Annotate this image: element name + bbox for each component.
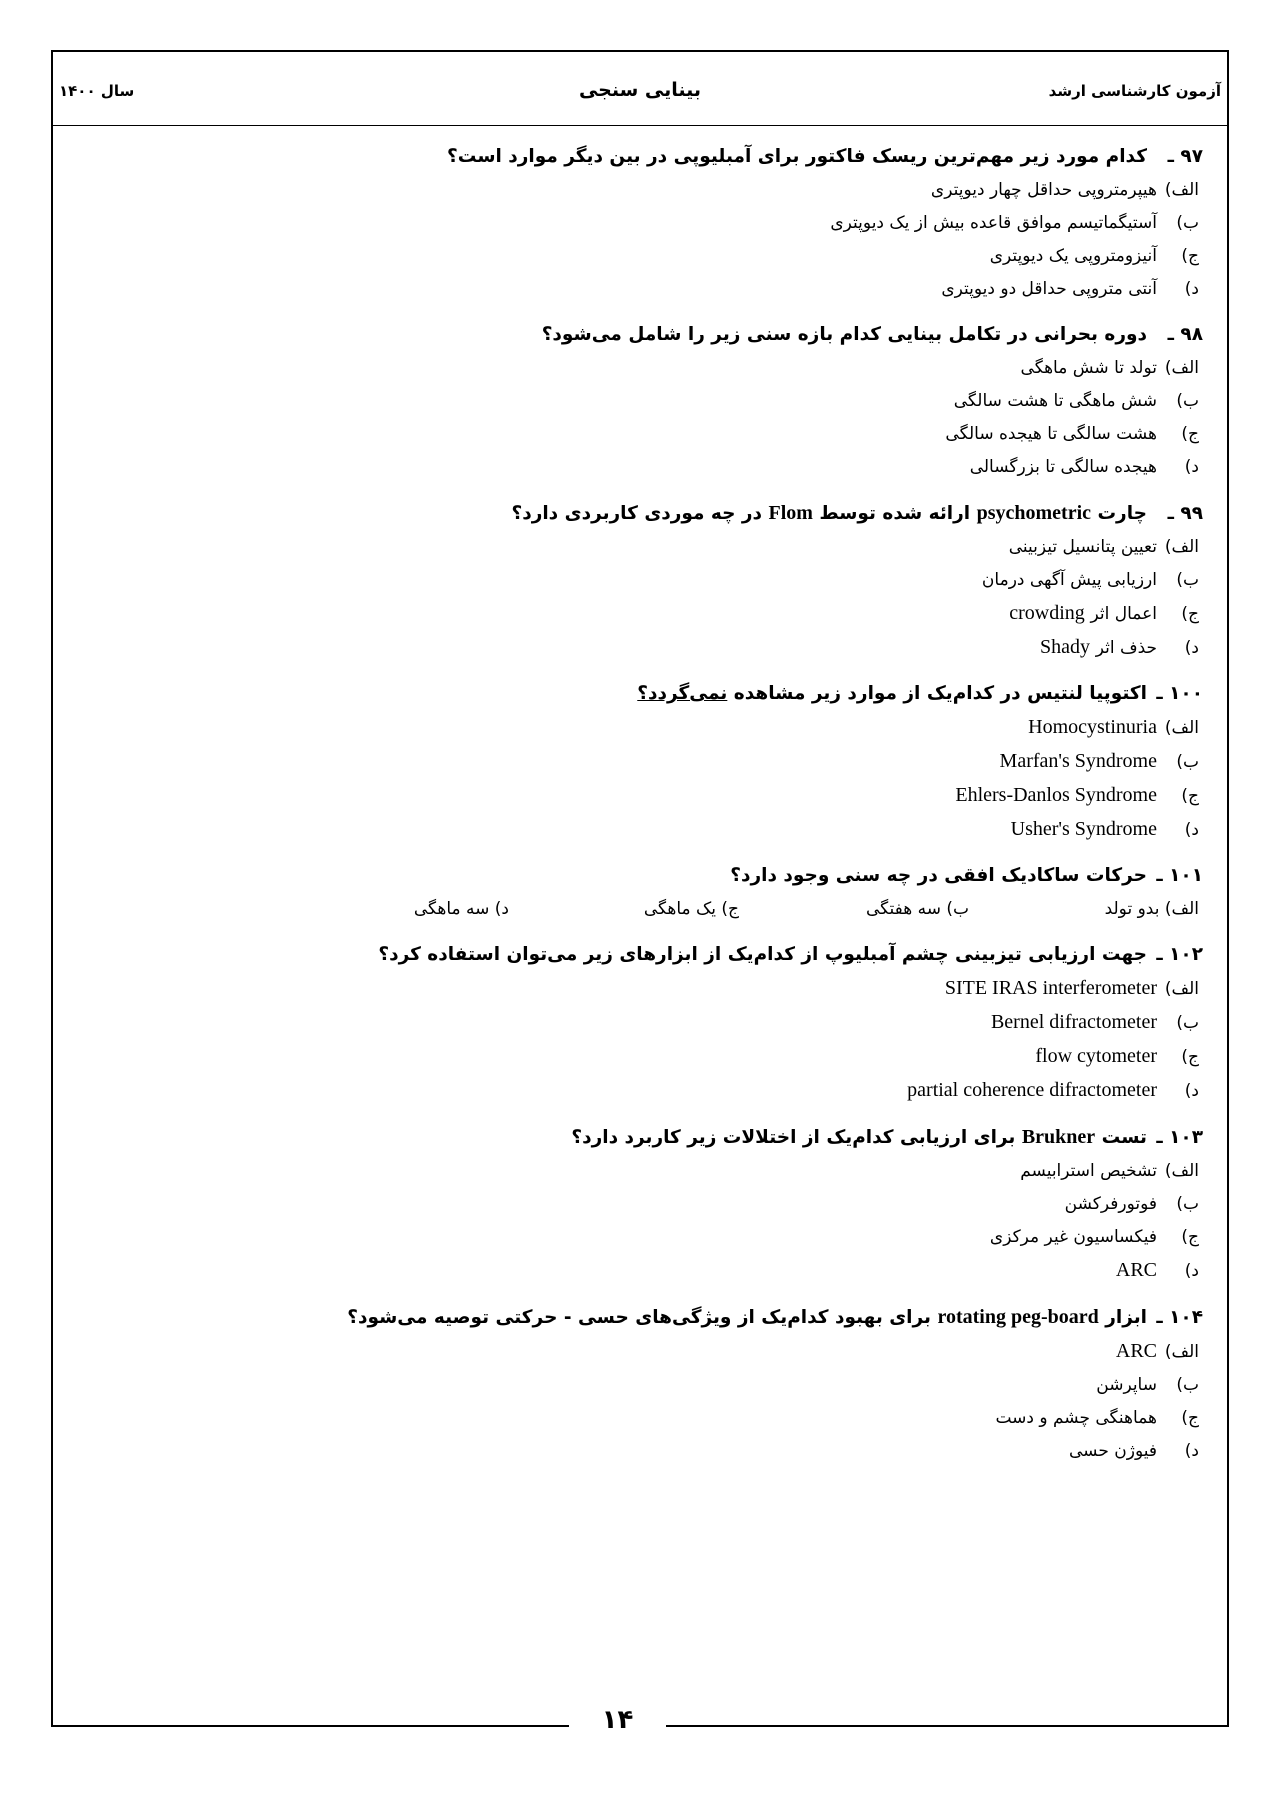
option-term: Ehlers-Danlos Syndrome bbox=[955, 784, 1157, 806]
option-term: Marfan's Syndrome bbox=[999, 750, 1157, 772]
question-104 bbox=[70, 1300, 1203, 1468]
option-text: فیکساسیون غیر مرکزی bbox=[989, 1227, 1157, 1247]
option-text: شش ماهگی تا هشت سالگی bbox=[953, 391, 1157, 411]
question-text-part: اکتوپیا لنتیس در کدام‌یک از موارد زیر مشاهده bbox=[733, 683, 1147, 704]
question-term: rotating peg-board bbox=[937, 1306, 1099, 1328]
question-number: ۱۰۱ ـ bbox=[1156, 865, 1203, 886]
option-text: ساپرشن bbox=[1096, 1375, 1157, 1395]
question-97 bbox=[70, 140, 1203, 306]
question-number: ۱۰۴ ـ bbox=[1156, 1307, 1203, 1328]
footer-rule-left bbox=[51, 1725, 569, 1727]
question-term: psychometric bbox=[976, 502, 1092, 524]
option-text: هیپرمتروپی حداقل چهار دیوپتری bbox=[930, 180, 1157, 200]
question-100 bbox=[70, 677, 1203, 847]
option-text: فیوژن حسی bbox=[1069, 1441, 1157, 1461]
question-102 bbox=[70, 938, 1203, 1108]
option-b bbox=[70, 564, 1203, 597]
option-a bbox=[70, 352, 1203, 385]
question-text bbox=[70, 677, 1147, 711]
footer-rule-right bbox=[666, 1725, 1229, 1727]
option-text: هشت سالگی تا هیجده سالگی bbox=[945, 424, 1157, 444]
option-mark: ب) bbox=[1176, 570, 1199, 590]
option-mark: الف) bbox=[1164, 180, 1199, 200]
option-mark: الف) bbox=[1164, 358, 1199, 378]
exam-year: سال ۱۴۰۰ bbox=[59, 82, 135, 100]
option-text: سه ماهگی bbox=[413, 899, 490, 919]
option-text: آستیگماتیسم موافق قاعده بیش از یک دیوپتری bbox=[830, 213, 1157, 233]
option-mark: ج) bbox=[1181, 246, 1199, 266]
option-mark: د) bbox=[1184, 1261, 1199, 1281]
option-c bbox=[70, 240, 1203, 273]
option-mark: ج) bbox=[1181, 1227, 1199, 1247]
option-text: هماهنگی چشم و دست bbox=[995, 1408, 1157, 1428]
question-text-part: برای ارزیابی کدام‌یک از اختلالات زیر کاربرد دارد؟ bbox=[571, 1127, 1016, 1148]
question-number: ۱۰۰ ـ bbox=[1156, 683, 1203, 704]
option-b bbox=[70, 207, 1203, 240]
option-mark: الف) bbox=[1164, 1161, 1199, 1181]
option-d bbox=[279, 893, 509, 926]
option-mark: الف) bbox=[1164, 537, 1199, 557]
option-mark: ب) bbox=[1176, 391, 1199, 411]
option-mark: ج) bbox=[1181, 786, 1199, 806]
option-term: crowding bbox=[1009, 602, 1085, 624]
question-text: جهت ارزیابی تیزبینی چشم آمبلیوپ از کدام‌یک از ابزارهای زیر می‌توان استفاده کرد؟ bbox=[378, 944, 1147, 965]
option-d bbox=[70, 631, 1203, 665]
option-d bbox=[70, 813, 1203, 847]
option-mark: ج) bbox=[1181, 1408, 1199, 1428]
question-text bbox=[70, 1120, 1147, 1155]
option-b bbox=[70, 745, 1203, 779]
option-c bbox=[70, 418, 1203, 451]
option-c bbox=[70, 1402, 1203, 1435]
question-text: دوره بحرانی در تکامل بینایی کدام بازه سنی زیر را شامل می‌شود؟ bbox=[541, 324, 1147, 345]
option-c bbox=[70, 1040, 1203, 1074]
question-text-part: تست bbox=[1101, 1127, 1147, 1148]
question-emphasis: نمی‌گردد؟ bbox=[637, 683, 728, 704]
page-number: ۱۴ bbox=[601, 1705, 634, 1735]
option-term: ARC bbox=[1115, 1340, 1157, 1362]
question-number: ۱۰۳ ـ bbox=[1156, 1127, 1203, 1148]
option-b bbox=[739, 893, 969, 926]
question-number: ۹۸ ـ bbox=[1167, 324, 1203, 345]
option-term: Bernel difractometer bbox=[990, 1011, 1157, 1033]
option-text: هیجده سالگی تا بزرگسالی bbox=[969, 457, 1157, 477]
option-d bbox=[70, 273, 1203, 306]
option-mark: د) bbox=[1184, 457, 1199, 477]
question-number: ۹۹ ـ bbox=[1167, 503, 1203, 524]
option-a bbox=[70, 1155, 1203, 1188]
option-text: تولد تا شش ماهگی bbox=[1020, 358, 1157, 378]
option-text: ارزیابی پیش آگهی درمان bbox=[981, 570, 1157, 590]
option-d bbox=[70, 1435, 1203, 1468]
option-mark: ب) bbox=[1176, 752, 1199, 772]
option-text: آنیزومتروپی یک دیوپتری bbox=[989, 246, 1157, 266]
question-101 bbox=[70, 859, 1203, 926]
option-term: partial coherence difractometer bbox=[907, 1079, 1157, 1101]
option-b bbox=[70, 1006, 1203, 1040]
option-term: Usher's Syndrome bbox=[1010, 818, 1157, 840]
option-term: Homocystinuria bbox=[1028, 716, 1157, 738]
question-term: Flom bbox=[768, 502, 813, 524]
option-mark: د) bbox=[1184, 1441, 1199, 1461]
option-term: Shady bbox=[1039, 636, 1090, 658]
option-c bbox=[509, 893, 739, 926]
page-header bbox=[51, 50, 1229, 126]
question-98 bbox=[70, 318, 1203, 484]
option-c bbox=[70, 1221, 1203, 1254]
option-mark: الف) bbox=[1164, 899, 1199, 919]
option-text: سه هفتگی bbox=[865, 899, 941, 919]
question-term: Brukner bbox=[1021, 1126, 1096, 1148]
option-text: تشخیص استرابیسم bbox=[1020, 1161, 1157, 1181]
option-text: حذف اثر bbox=[1095, 638, 1157, 658]
option-mark: د) bbox=[1184, 1081, 1199, 1101]
question-text: کدام مورد زیر مهم‌ترین ریسک فاکتور برای آمبلیوپی در بین دیگر موارد است؟ bbox=[447, 146, 1147, 167]
option-a bbox=[70, 1335, 1203, 1369]
question-text-part: برای بهبود کدام‌یک از ویژگی‌های حسی - حرکتی توصیه می‌شود؟ bbox=[347, 1307, 931, 1328]
option-a bbox=[70, 531, 1203, 564]
option-a bbox=[70, 972, 1203, 1006]
question-text bbox=[70, 1300, 1147, 1335]
option-mark: ب) bbox=[1176, 1194, 1199, 1214]
option-mark: ب) bbox=[1176, 213, 1199, 233]
question-number: ۹۷ ـ bbox=[1167, 146, 1203, 167]
questions-list bbox=[70, 140, 1203, 1480]
option-b bbox=[70, 385, 1203, 418]
inline-options bbox=[70, 893, 1203, 926]
question-text: حرکات ساکادیک افقی در چه سنی وجود دارد؟ bbox=[730, 865, 1147, 886]
option-mark: ج) bbox=[1181, 604, 1199, 624]
option-text: فوتورفرکشن bbox=[1064, 1194, 1157, 1214]
option-mark: د) bbox=[1184, 820, 1199, 840]
option-mark: ج) bbox=[1181, 424, 1199, 444]
option-mark: الف) bbox=[1164, 1342, 1199, 1362]
question-99 bbox=[70, 496, 1203, 665]
option-mark: الف) bbox=[1164, 979, 1199, 999]
option-mark: الف) bbox=[1164, 718, 1199, 738]
option-d bbox=[70, 1254, 1203, 1288]
option-mark: ج) bbox=[1181, 1047, 1199, 1067]
option-b bbox=[70, 1369, 1203, 1402]
question-text-part: ابزار bbox=[1105, 1307, 1147, 1328]
option-c bbox=[70, 779, 1203, 813]
option-mark: د) bbox=[1184, 279, 1199, 299]
option-term: SITE IRAS interferometer bbox=[944, 977, 1157, 999]
option-text: بدو تولد bbox=[1104, 899, 1160, 919]
option-c bbox=[70, 597, 1203, 631]
option-text: اعمال اثر bbox=[1090, 604, 1157, 624]
question-text-part: چارت bbox=[1097, 503, 1147, 524]
option-a bbox=[969, 893, 1199, 926]
option-mark: ب) bbox=[946, 899, 969, 919]
question-text-part: ارائه شده توسط bbox=[819, 503, 971, 524]
option-mark: ج) bbox=[721, 899, 739, 919]
option-text: آنتی متروپی حداقل دو دیوپتری bbox=[941, 279, 1157, 299]
option-mark: ب) bbox=[1176, 1013, 1199, 1033]
option-a bbox=[70, 711, 1203, 745]
exam-title: آزمون کارشناسی ارشد bbox=[1048, 82, 1221, 100]
option-d bbox=[70, 1074, 1203, 1108]
subject-title: بینایی سنجی bbox=[578, 79, 702, 101]
option-b bbox=[70, 1188, 1203, 1221]
question-text-part: در چه موردی کاربردی دارد؟ bbox=[511, 503, 763, 524]
option-text: یک ماهگی bbox=[643, 899, 716, 919]
option-mark: ب) bbox=[1176, 1375, 1199, 1395]
option-term: ARC bbox=[1115, 1259, 1157, 1281]
option-term: flow cytometer bbox=[1035, 1045, 1157, 1067]
option-a bbox=[70, 174, 1203, 207]
option-d bbox=[70, 451, 1203, 484]
question-text bbox=[70, 496, 1147, 531]
option-mark: د) bbox=[494, 899, 509, 919]
question-103 bbox=[70, 1120, 1203, 1288]
option-text: تعیین پتانسیل تیزبینی bbox=[1008, 537, 1157, 557]
question-number: ۱۰۲ ـ bbox=[1156, 944, 1203, 965]
option-mark: د) bbox=[1184, 638, 1199, 658]
